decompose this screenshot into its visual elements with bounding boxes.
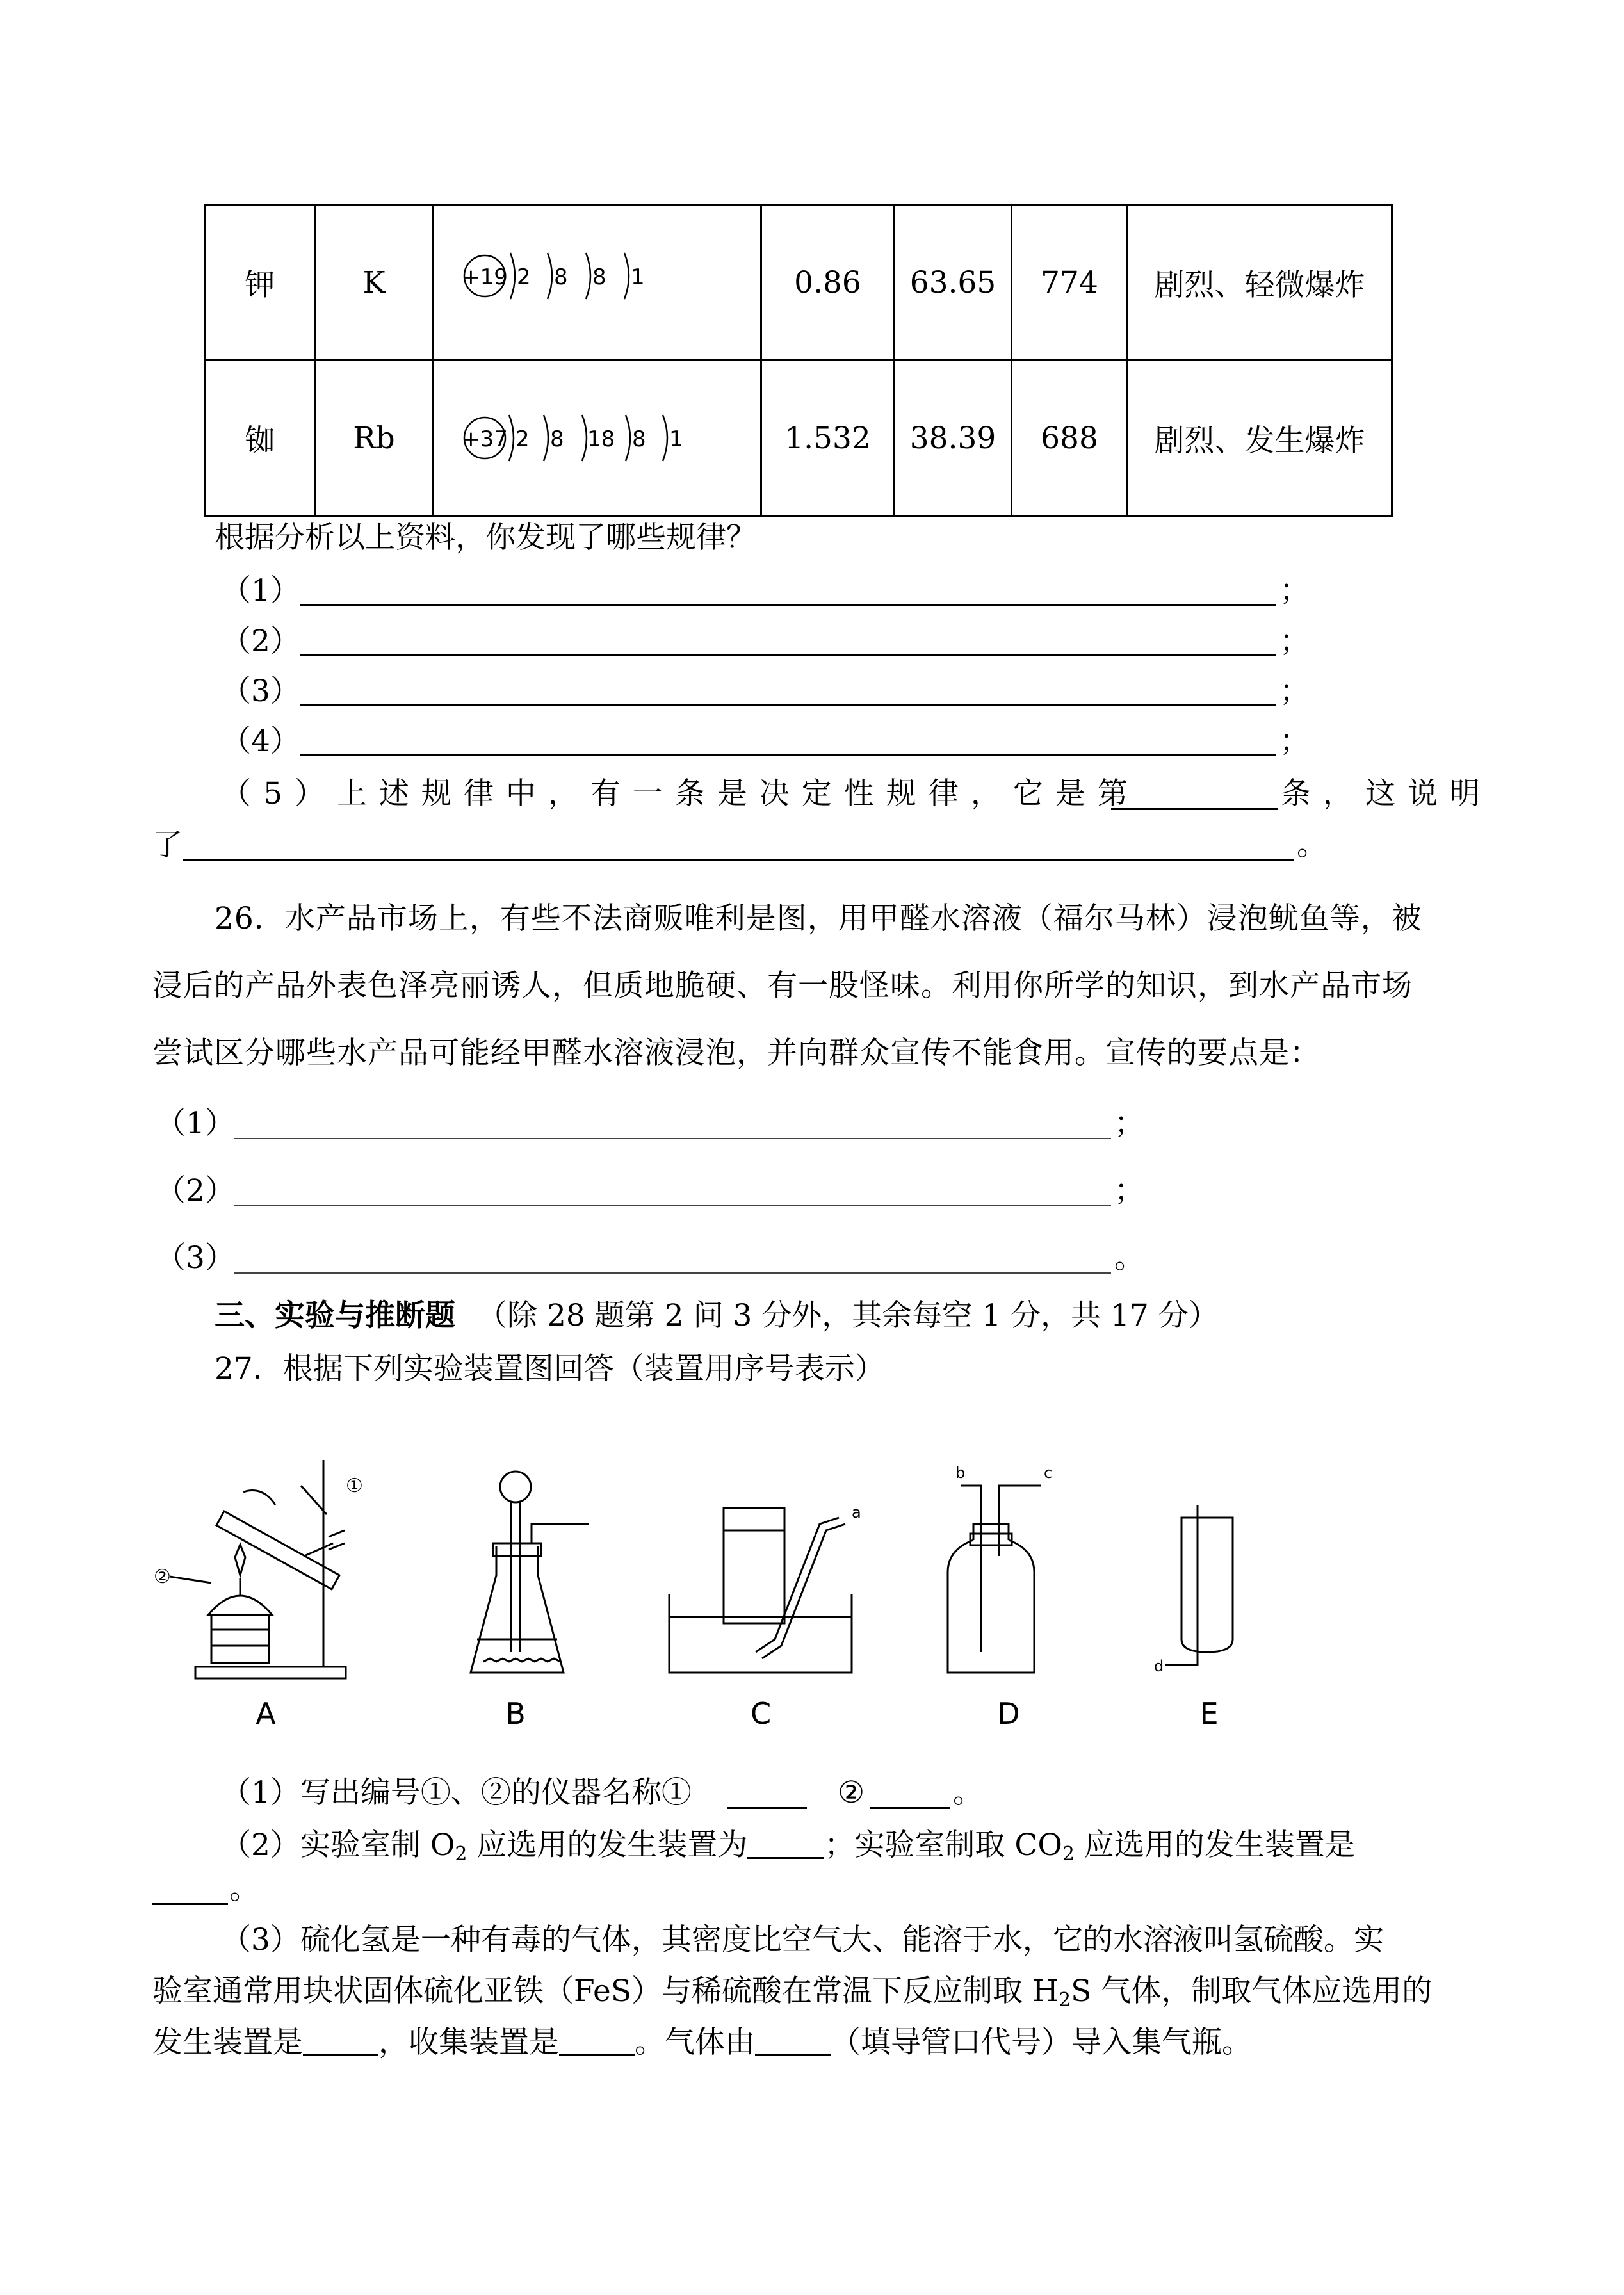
q25-item-label: （1） [221,573,300,608]
value-cell: 774 [1012,205,1128,361]
answer-line[interactable] [303,2029,378,2056]
mark-one: ① [346,1475,363,1497]
mark-d: d [1154,1657,1164,1675]
q26-item-label: （2） [156,1173,235,1208]
mark-two: ② [154,1566,171,1588]
answer-line[interactable] [755,2029,831,2056]
q25-item-label: （3） [221,674,300,709]
q25-q5-text: 了 [152,827,183,863]
shell-count: 18 [587,426,615,452]
nucleus-label: +19 [462,264,508,290]
q26-item-label: （1） [156,1106,235,1141]
item-end: ； [1114,1173,1144,1208]
q25-item-label: （4） [221,724,300,759]
q27-p1: （1）写出编号①、②的仪器名称① [221,1775,692,1810]
value-cell: 688 [1012,361,1128,516]
value-cell: 1.532 [761,361,895,516]
answer-line[interactable] [234,1272,1111,1274]
element-name: 铷 [205,361,316,516]
nucleus-label: +37 [462,426,508,452]
q27-p3: 验室通常用块状固体硫化亚铁（FeS）与稀硫酸在常温下反应制取 $H_2S$ 气体，制取气体应选用的 [152,1974,1433,2011]
apparatus-label: D [997,1696,1020,1729]
q27-title: 27．根据下列实验装置图回答（装置用序号表示） [215,1351,885,1386]
shell-count: 1 [669,426,683,452]
q26-text: 26．水产品市场上，有些不法商贩唯利是图，用甲醛水溶液（福尔马林）浸泡鱿鱼等，被 [215,901,1422,936]
answer-line[interactable] [870,1807,950,1809]
answer-line[interactable] [183,859,1294,861]
q26-item-label: （3） [156,1240,235,1276]
atomic-structure-diagram [433,205,761,361]
apparatus-label: C [750,1696,772,1729]
q26-text: 尝试区分哪些水产品可能经甲醛水溶液浸泡，并向群众宣传不能食用。宣传的要点是： [152,1035,1320,1071]
q25-q5-end: 。 [1297,827,1327,863]
q27-p3: （3）硫化氢是一种有毒的气体，其密度比空气大、能溶于水，它的水溶液叫氢硫酸。实 [221,1922,1384,1958]
item-end: ； [1114,1106,1144,1141]
apparatus-a [170,1460,346,1678]
apparatus-label: A [256,1696,276,1729]
element-symbol: Rb [316,361,433,516]
reaction-cell: 剧烈、发生爆炸 [1128,361,1392,516]
answer-line[interactable] [559,2029,635,2056]
mark-a: a [852,1504,861,1521]
q25-item-label: （2） [221,624,300,659]
q25-q5-text: 条，这说明 [1281,776,1492,811]
answer-line[interactable] [300,604,1276,606]
section-title: 三、实验与推断题 [215,1298,455,1333]
item-end: ； [1279,724,1310,759]
apparatus-d [948,1486,1041,1673]
answer-line[interactable] [234,1205,1111,1206]
mark-c: c [1044,1464,1053,1482]
value-cell: 0.86 [761,205,895,361]
mark-b: b [955,1464,966,1482]
answer-line[interactable] [152,1903,228,1905]
atom-diagram-k [434,206,760,359]
apparatus-label: E [1199,1696,1219,1729]
q25-q5-text: （5）上述规律中，有一条是决定性规律，它是第 [221,776,1140,811]
shell-count: 1 [631,264,645,290]
q27-p3: 发生装置是 ，收集装置是 。气体由 （填导管口代号）导入集气瓶。 [152,2025,1252,2060]
shell-count: 8 [554,264,568,290]
apparatus-e [1165,1505,1233,1665]
atom-diagram-rb [434,361,760,515]
shell-count: 2 [517,264,531,290]
answer-line[interactable] [1111,808,1278,810]
answer-line[interactable] [747,1831,824,1859]
element-name: 钾 [205,205,316,361]
apparatus-label: B [505,1696,526,1729]
answer-line[interactable] [727,1807,807,1809]
answer-line[interactable] [300,754,1276,756]
q26-text: 浸后的产品外表色泽亮丽诱人，但质地脆硬、有一股怪味。利用你所学的知识，到水产品市场 [152,968,1413,1003]
value-cell: 63.65 [895,205,1012,361]
shell-count: 8 [550,426,564,452]
q27-p1-end: 。 [953,1775,983,1810]
q27-p1: ② [838,1775,865,1810]
section-note: （除 28 题第 2 问 3 分外，其余每空 1 分，共 17 分） [477,1298,1219,1333]
item-end: ； [1279,624,1310,659]
apparatus-c [669,1508,852,1673]
shell-count: 2 [516,426,530,452]
element-table [204,204,1393,517]
q27-p2-end: 。 [229,1871,259,1906]
shell-count: 8 [632,426,646,452]
answer-line[interactable] [300,654,1276,656]
q27-p2: （2）实验室制 $O_2$ 应选用的发生装置为 ；实验室制取 $CO_2$ 应选用的发生装置是 [221,1828,1355,1865]
apparatus-b [471,1472,589,1673]
item-end: ； [1279,674,1310,709]
reaction-cell: 剧烈、轻微爆炸 [1128,205,1392,361]
answer-line[interactable] [234,1138,1111,1139]
shell-count: 8 [592,264,606,290]
item-end: 。 [1114,1240,1144,1276]
q25-prompt: 根据分析以上资料，你发现了哪些规律？ [215,520,756,555]
element-symbol: K [316,205,433,361]
atomic-structure-diagram [433,361,761,516]
apparatus-figure [147,1447,1287,1729]
item-end: ； [1279,573,1310,608]
value-cell: 38.39 [895,361,1012,516]
answer-line[interactable] [300,704,1276,706]
